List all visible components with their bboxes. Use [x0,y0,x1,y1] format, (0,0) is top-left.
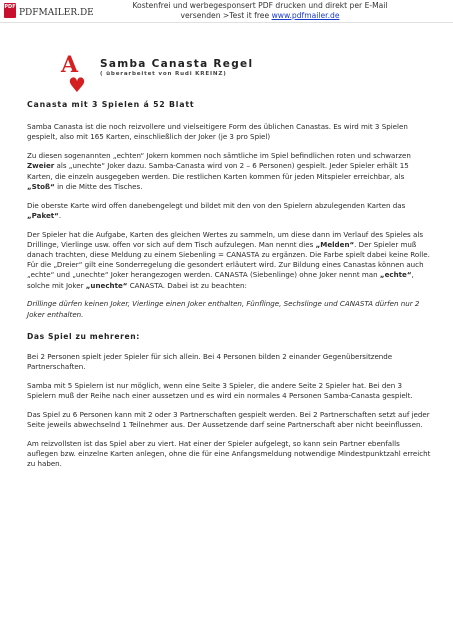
p3-bold-paket: „Paket“ [27,210,59,220]
ad-line-1: Kostenfrei und werbegesponsert PDF drucken und direkt per E-Mail [132,1,388,10]
paragraph-7: Das Spiel zu 6 Personen kann mit 2 oder 3 Partnerschaften gespielt werden. Bei 2 Partnerschaften setzt auf jeder Seite jeweils abwechselnd 1 Teilnehmer aus. Der Aussetzende darf seine Partnerschaft aber nicht beeinflussen. [27,410,430,430]
document-title: Samba Canasta Regel [100,58,254,70]
p3-text-c: . [58,210,62,220]
document-subtitle: ( überarbeitet von Rudi KREINZ) [100,71,227,77]
p2-text-e: in die Mitte des Tisches. [54,181,143,191]
card-rank: A [61,52,79,78]
p3-text-a: Die oberste Karte wird offen danebengelegt und bildet mit den von den Spielern abzulegenden Karten das [27,200,406,210]
card-suit: ♥ [68,73,86,94]
ad-text [120,1,400,21]
section-heading-canasta: Canasta mit 3 Spielen á 52 Blatt [27,100,195,109]
p2-bold-zweier: Zweier [27,161,55,171]
p4-bold-echte: „echte“ [379,270,412,280]
paragraph-2 [27,151,432,192]
paragraph-8: Am reizvollsten ist das Spiel aber zu viert. Hat einer der Spieler aufgelegt, so kann sein Partner ebenfalls auflegen bzw. einzelne Karten anlegen, ohne die für eine Anfangsmeldung notwendige Mindestpunktzahl erreicht zu haben. [27,439,431,469]
pdfmailer-banner [0,0,453,23]
ad-line-2-prefix: versenden >Test it free [180,11,272,20]
p2-text-c: als „unechte“ Joker dazu. Samba-Canasta wird von 2 – 6 Personen) gespielt. Jeder Spieler erhält 15 Karten, die einzeln ausgegeben werden. Die restlichen Karten kommen für jeden Mitspieler erreichbar, als [27,161,409,181]
logo-text: PDFMAILER.DE [19,7,94,18]
paragraph-3 [27,201,432,221]
pdf-document-icon: PDF [4,3,16,18]
p4-bold-unechte: „unechte“ [85,280,128,290]
section-heading-mehreren: Das Spiel zu mehreren: [27,331,140,341]
paragraph-4 [27,230,432,291]
p4-text-g: CANASTA. Dabei ist zu beachten: [127,280,247,290]
ad-line-2 [120,11,400,21]
ace-of-hearts-icon [58,52,98,94]
pdfmailer-link[interactable]: www.pdfmailer.de [271,11,340,20]
paragraph-5: Bei 2 Personen spielt jeder Spieler für sich allein. Bei 4 Personen bilden 2 einander Gegenübersitzende Partnerschaften. [27,352,393,372]
p2-bold-stoss: „Stoß“ [27,181,55,191]
paragraph-1: Samba Canasta ist die noch reizvollere und vielseitigere Form des üblichen Canastas. Es wird mit 3 Spielen gespielt, also mit 165 Karten, einschließlich der Joker (je 3 pro Spiel) [27,122,408,142]
paragraph-6: Samba mit 5 Spielern ist nur möglich, wenn eine Seite 3 Spieler, die andere Seite 2 Spieler hat. Bei den 3 Spielern muß der Reihe nach einer aussetzen und es wird ein normales 4 Personen Samba-Canasta gespielt. [27,381,413,401]
pdfmailer-logo[interactable] [4,3,94,18]
p2-text-a: Zu diesen sogenannten „echten“ Jokern kommen noch sämtliche im Spiel befindlichen roten und schwarzen [27,151,411,161]
document-body [27,100,432,478]
p4-text-a: Der Spieler hat die Aufgabe, Karten des gleichen Wertes zu sammeln, um diese dann im Verlauf des Spieles als Drillinge, Vierlinge usw. offen vor sich auf dem Tisch aufzulegen. Man nennt dies [27,229,424,249]
p4-bold-melden: „Melden“ [315,239,355,249]
p4-text-c: . Der Spieler muß danach trachten, diese Meldung zu einem Siebenling = CANASTA zu ergänzen. Die Farbe spielt dabei keine Rolle. Für die „Dreier“ gilt eine Sonderregelung die gesondert erläutert wird. Zur Bildung eines Canastas können auch „echte“ und „unechte“ Joker herangezogen werden. CANASTA (Siebenlinge) ohne Joker nennt man [27,239,430,280]
italic-rule-note: Drillinge dürfen keinen Joker, Vierlinge einen Joker enthalten, Fünflinge, Sechslinge und CANASTA dürfen nur 2 Joker enthalten. [27,299,420,319]
p4-text-e: , solche mit Joker [27,270,414,290]
